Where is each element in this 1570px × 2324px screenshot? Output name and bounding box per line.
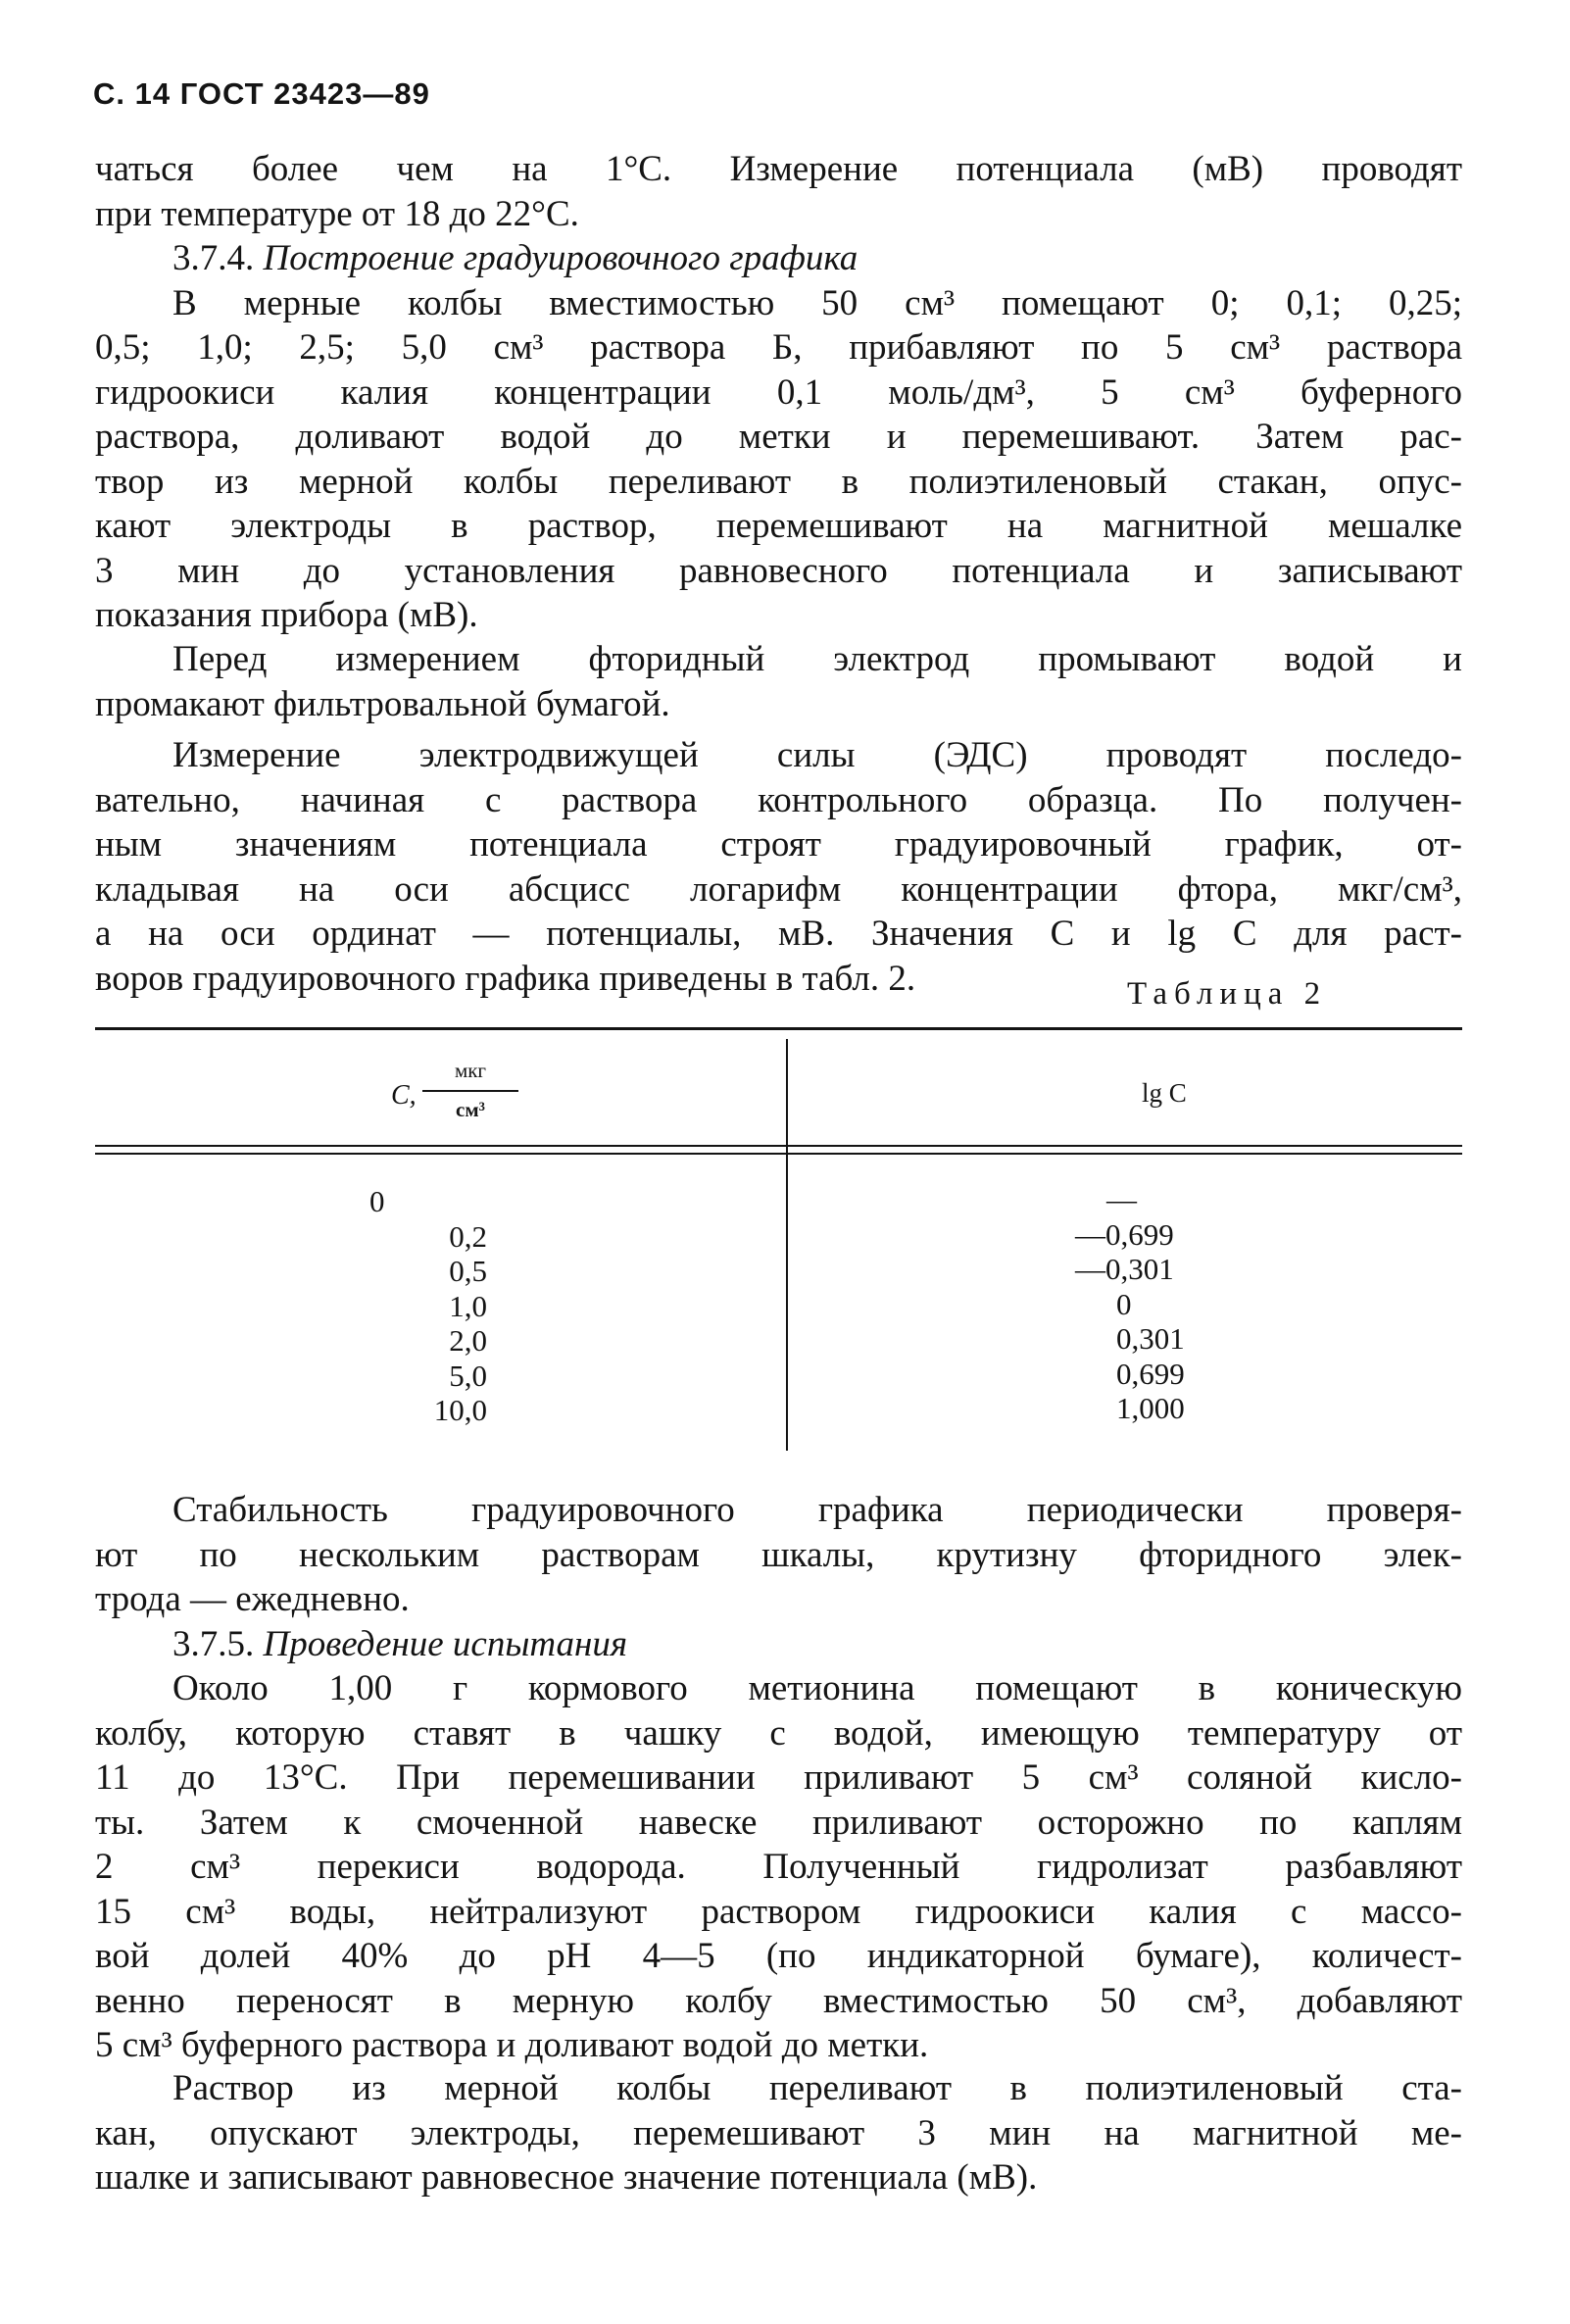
text-line: а на оси ординат — потенциалы, мВ. Значения C и lg C для раст-: [95, 914, 1463, 954]
text-line: 5 см³ буферного раствора и доливают водой до метки.: [95, 2025, 929, 2065]
section-title: Проведение испытания: [263, 1623, 628, 1664]
text-line: при температуре от 18 до 22°С.: [95, 193, 579, 234]
cell-c: 2,0: [449, 1323, 487, 1358]
cell-lg-c: 1,000: [1116, 1391, 1185, 1425]
text-line: Перед измерением фторидный электрод промывают водой и: [172, 639, 1462, 679]
text-line: чаться более чем на 1°С. Измерение потенциала (мВ) проводят: [95, 149, 1462, 189]
header-c-symbol: C,: [391, 1080, 417, 1111]
section-heading-374: [95, 236, 1462, 281]
table-2: [95, 1027, 1462, 1451]
cell-c: 5,0: [449, 1358, 487, 1393]
cell-lg-c: 0,699: [1116, 1356, 1185, 1391]
text-line: вой долей 40% до pH 4—5 (по индикаторной бумаге), количест-: [95, 1936, 1462, 1976]
text-line: вательно, начиная с раствора контрольного образца. По получен-: [95, 779, 1462, 820]
text-line: венно переносят в мерную колбу вместимостью 50 см³, добавляют: [95, 1980, 1462, 2021]
header-c-fraction-bar: [422, 1090, 518, 1092]
section-number: 3.7.4.: [172, 238, 255, 278]
header-c: [95, 1047, 786, 1135]
cell-lg-c: —: [1106, 1182, 1137, 1216]
text-line: кают электроды в раствор, перемешивают на магнитной мешалке: [95, 506, 1462, 546]
text-line: гидроокиси калия концентрации 0,1 моль/дм³, 5 см³ буферного: [95, 371, 1462, 413]
table-caption: Таблица 2: [1127, 976, 1328, 1012]
text-line: Раствор из мерной колбы переливают в полиэтиленовый ста-: [172, 2068, 1462, 2108]
cell-c: 0: [369, 1184, 385, 1218]
text-line: В мерные колбы вместимостью 50 см³ помещают 0; 0,1; 0,25;: [172, 282, 1462, 323]
cell-lg-c: 0: [1116, 1286, 1132, 1321]
column-c: [369, 1184, 521, 1428]
text-block-p5: [95, 1488, 1462, 2068]
text-line: колбу, которую ставят в чашку с водой, имеющую температуру от: [95, 1712, 1462, 1754]
text-line: раствора, доливают водой до метки и перемешивают. Затем рас-: [95, 417, 1462, 457]
text-line: ты. Затем к смоченной навеске приливают осторожно по каплям: [95, 1802, 1462, 1843]
table-rule-header: [95, 1145, 1462, 1147]
text-line: 3 мин до установления равновесного потенциала и записывают: [95, 550, 1462, 591]
cell-c: 0,2: [449, 1218, 487, 1254]
text-line: ным значениям потенциала строят градуировочный график, от-: [95, 824, 1462, 865]
text-line: воров градуировочного графика приведены в табл. 2.: [95, 958, 916, 999]
text-line: 11 до 13°С. При перемешивании приливают 5 см³ соляной кисло-: [95, 1757, 1462, 1798]
text-block-p7: [95, 2066, 1462, 2200]
text-line: 0,5; 1,0; 2,5; 5,0 см³ раствора Б, прибавляют по 5 см³ раствора: [95, 327, 1462, 368]
table-rule-top: [95, 1027, 1462, 1030]
text-line: кладывая на оси абсцисс логарифм концентрации фтора, мкг/см³,: [95, 868, 1462, 910]
header-lg-c: lg C: [1142, 1078, 1187, 1108]
section-title: Построение градуировочного графика: [263, 238, 859, 278]
cell-lg-c: 0,301: [1116, 1321, 1185, 1356]
header-c-unit-numerator: мкг: [454, 1059, 487, 1082]
text-line: ют по нескольким растворам шкалы, крутизну фторидного элек-: [95, 1534, 1462, 1575]
cell-c: 1,0: [449, 1288, 487, 1323]
cell-lg-c: —0,301: [1075, 1252, 1174, 1286]
text-line: 15 см³ воды, нейтрализуют раствором гидроокиси калия с массо-: [95, 1891, 1462, 1932]
running-head: С. 14 ГОСТ 23423—89: [93, 76, 430, 111]
cell-c: 0,5: [449, 1254, 487, 1288]
text-line: Около 1,00 г кормового метионина помещают в коническую: [172, 1668, 1462, 1708]
text-block-p3: [95, 637, 1462, 726]
text-block-top: [95, 147, 1462, 638]
text-line: показания прибора (мВ).: [95, 595, 478, 635]
text-line: 2 см³ перекиси водорода. Полученный гидролизат разбавляют: [95, 1847, 1462, 1887]
text-line: Стабильность градуировочного графика периодически проверя-: [172, 1490, 1462, 1530]
text-block-p4: [95, 733, 1462, 1001]
text-line: Измерение электродвижущей силы (ЭДС) проводят последо-: [172, 735, 1462, 775]
text-line: промакают фильтровальной бумагой.: [95, 683, 670, 724]
table-column-divider: [786, 1039, 788, 1451]
cell-lg-c: —0,699: [1075, 1216, 1174, 1252]
table-rule-header-double: [95, 1153, 1462, 1155]
header-c-unit-denominator: см³: [456, 1098, 485, 1121]
section-number: 3.7.5.: [172, 1623, 255, 1664]
text-line: трода — ежедневно.: [95, 1579, 410, 1619]
column-lg-c: [1075, 1182, 1271, 1426]
section-heading-375: [95, 1622, 1462, 1667]
cell-c: 10,0: [433, 1393, 487, 1427]
text-line: кан, опускают электроды, перемешивают 3 мин на магнитной ме-: [95, 2112, 1462, 2153]
text-line: шалке и записывают равновесное значение потенциала (мВ).: [95, 2157, 1038, 2198]
text-line: твор из мерной колбы переливают в полиэтиленовый стакан, опус-: [95, 461, 1462, 502]
